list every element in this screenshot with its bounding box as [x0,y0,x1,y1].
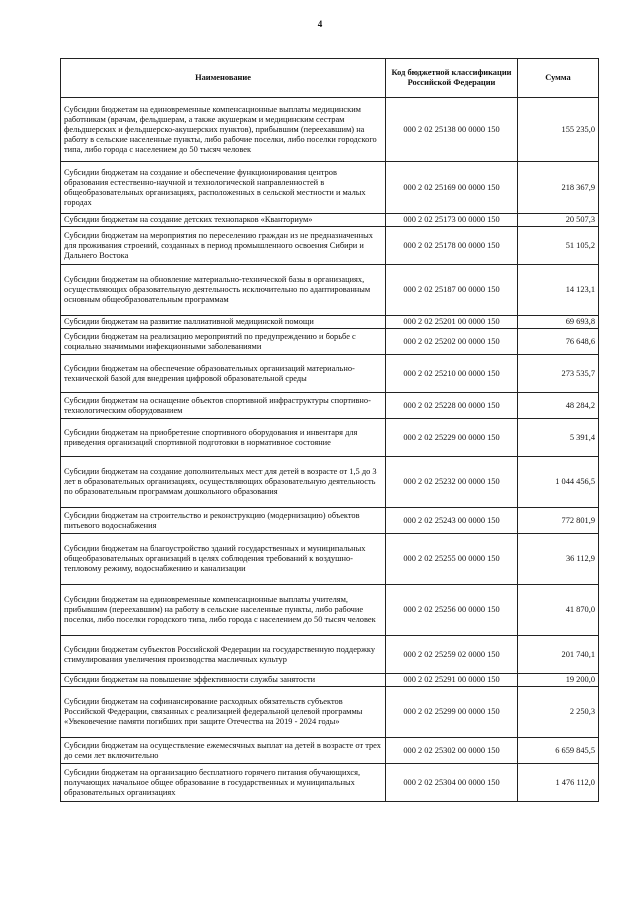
budget-table [60,58,599,802]
amount-cell: 6 659 845,5 [518,738,599,764]
amount-cell: 1 044 456,5 [518,457,599,508]
page-number: 4 [317,19,323,29]
budget-code-cell: 000 2 02 25173 00 0000 150 [386,214,518,227]
table-body [61,98,599,802]
budget-code-cell: 000 2 02 25302 00 0000 150 [386,738,518,764]
budget-code-cell: 000 2 02 25169 00 0000 150 [386,162,518,214]
budget-code-cell: 000 2 02 25187 00 0000 150 [386,265,518,316]
table-row [61,636,599,674]
budget-code-cell: 000 2 02 25232 00 0000 150 [386,457,518,508]
subsidy-name-cell: Субсидии бюджетам на создание детских технопарков «Кванториум» [61,214,386,227]
table-row [61,764,599,802]
subsidy-name-cell: Субсидии бюджетам на повышение эффективности службы занятости [61,674,386,687]
budget-code-cell: 000 2 02 25202 00 0000 150 [386,329,518,355]
budget-code-cell: 000 2 02 25299 00 0000 150 [386,687,518,738]
subsidy-name-cell: Субсидии бюджетам на реализацию мероприятий по предупреждению и борьбе с социально значимыми инфекционными заболеваниями [61,329,386,355]
table-row [61,687,599,738]
table-row [61,162,599,214]
subsidy-name-cell: Субсидии бюджетам на благоустройство зданий государственных и муниципальных общеобразовательных организаций в целях соблюдения требований к воздушно-тепловому режиму, водоснабжению и канализации [61,534,386,585]
table-row [61,355,599,393]
table-header-row [61,59,599,98]
table-row [61,214,599,227]
budget-code-cell: 000 2 02 25256 00 0000 150 [386,585,518,636]
amount-cell: 1 476 112,0 [518,764,599,802]
table-row [61,738,599,764]
amount-cell: 41 870,0 [518,585,599,636]
budget-code-cell: 000 2 02 25255 00 0000 150 [386,534,518,585]
amount-cell: 201 740,1 [518,636,599,674]
amount-cell: 76 648,6 [518,329,599,355]
table-row [61,534,599,585]
subsidy-name-cell: Субсидии бюджетам на организацию бесплатного горячего питания обучающихся, получающих начальное общее образование в государственных и муниципальных образовательных организациях [61,764,386,802]
header-sum: Сумма [518,59,599,98]
subsidy-name-cell: Субсидии бюджетам на обновление материально-технической базы в организациях, осуществляющих образовательную деятельность исключительно по адаптированным основным общеобразовательным программам [61,265,386,316]
budget-code-cell: 000 2 02 25304 00 0000 150 [386,764,518,802]
header-code: Код бюджетной классификации Российской Федерации [386,59,518,98]
header-name: Наименование [61,59,386,98]
table-row [61,316,599,329]
amount-cell: 19 200,0 [518,674,599,687]
subsidy-name-cell: Субсидии бюджетам на строительство и реконструкцию (модернизацию) объектов питьевого водоснабжения [61,508,386,534]
budget-code-cell: 000 2 02 25201 00 0000 150 [386,316,518,329]
amount-cell: 5 391,4 [518,419,599,457]
subsidy-name-cell: Субсидии бюджетам на мероприятия по переселению граждан из не предназначенных для проживания строений, созданных в период промышленного освоения Сибири и Дальнего Востока [61,227,386,265]
subsidy-name-cell: Субсидии бюджетам на единовременные компенсационные выплаты учителям, прибывшим (переехавшим) на работу в сельские населенные пункты, либо рабочие поселки, либо поселки городского типа, либо города с населением до 50 тысяч человек [61,585,386,636]
table-row [61,419,599,457]
amount-cell: 48 284,2 [518,393,599,419]
table-row [61,227,599,265]
table-row [61,457,599,508]
budget-code-cell: 000 2 02 25228 00 0000 150 [386,393,518,419]
subsidy-name-cell: Субсидии бюджетам на развитие паллиативной медицинской помощи [61,316,386,329]
subsidy-name-cell: Субсидии бюджетам субъектов Российской Федерации на государственную поддержку стимулирования увеличения производства масличных культур [61,636,386,674]
amount-cell: 155 235,0 [518,98,599,162]
amount-cell: 20 507,3 [518,214,599,227]
budget-code-cell: 000 2 02 25243 00 0000 150 [386,508,518,534]
amount-cell: 51 105,2 [518,227,599,265]
subsidy-name-cell: Субсидии бюджетам на создание дополнительных мест для детей в возрасте от 1,5 до 3 лет в образовательных организациях, осуществляющих образовательную деятельность по образовательным программам дошкольного образования [61,457,386,508]
subsidy-name-cell: Субсидии бюджетам на единовременные компенсационные выплаты медицинским работникам (врачам, фельдшерам, а также акушеркам и медицинским сестрам фельдшерских и фельдшерско-акушерских пунктов), прибывшим (переехавшим) на работу в сельские населенные пункты, либо рабочие поселки, либо поселки городского типа, либо города с населением до 50 тысяч человек [61,98,386,162]
amount-cell: 36 112,9 [518,534,599,585]
table-row [61,393,599,419]
budget-code-cell: 000 2 02 25210 00 0000 150 [386,355,518,393]
budget-code-cell: 000 2 02 25291 00 0000 150 [386,674,518,687]
table-row [61,674,599,687]
amount-cell: 69 693,8 [518,316,599,329]
amount-cell: 2 250,3 [518,687,599,738]
subsidy-name-cell: Субсидии бюджетам на приобретение спортивного оборудования и инвентаря для приведения организаций спортивной подготовки в нормативное состояние [61,419,386,457]
subsidy-name-cell: Субсидии бюджетам на осуществление ежемесячных выплат на детей в возрасте от трех до семи лет включительно [61,738,386,764]
table-row [61,98,599,162]
table-row [61,329,599,355]
table-row [61,585,599,636]
amount-cell: 218 367,9 [518,162,599,214]
amount-cell: 273 535,7 [518,355,599,393]
budget-code-cell: 000 2 02 25138 00 0000 150 [386,98,518,162]
subsidy-name-cell: Субсидии бюджетам на оснащение объектов спортивной инфраструктуры спортивно-технологическим оборудованием [61,393,386,419]
subsidy-name-cell: Субсидии бюджетам на создание и обеспечение функционирования центров образования естественно-научной и технологической направленностей в общеобразовательных организациях, расположенных в сельской местности и малых городах [61,162,386,214]
amount-cell: 772 801,9 [518,508,599,534]
budget-code-cell: 000 2 02 25178 00 0000 150 [386,227,518,265]
amount-cell: 14 123,1 [518,265,599,316]
budget-code-cell: 000 2 02 25229 00 0000 150 [386,419,518,457]
table-row [61,265,599,316]
subsidy-name-cell: Субсидии бюджетам на софинансирование расходных обязательств субъектов Российской Федерации, связанных с реализацией федеральной целевой программы «Увековечение памяти погибших при защите Отечества на 2019 - 2024 годы» [61,687,386,738]
budget-code-cell: 000 2 02 25259 02 0000 150 [386,636,518,674]
table-row [61,508,599,534]
subsidy-name-cell: Субсидии бюджетам на обеспечение образовательных организаций материально-технической базой для внедрения цифровой образовательной среды [61,355,386,393]
